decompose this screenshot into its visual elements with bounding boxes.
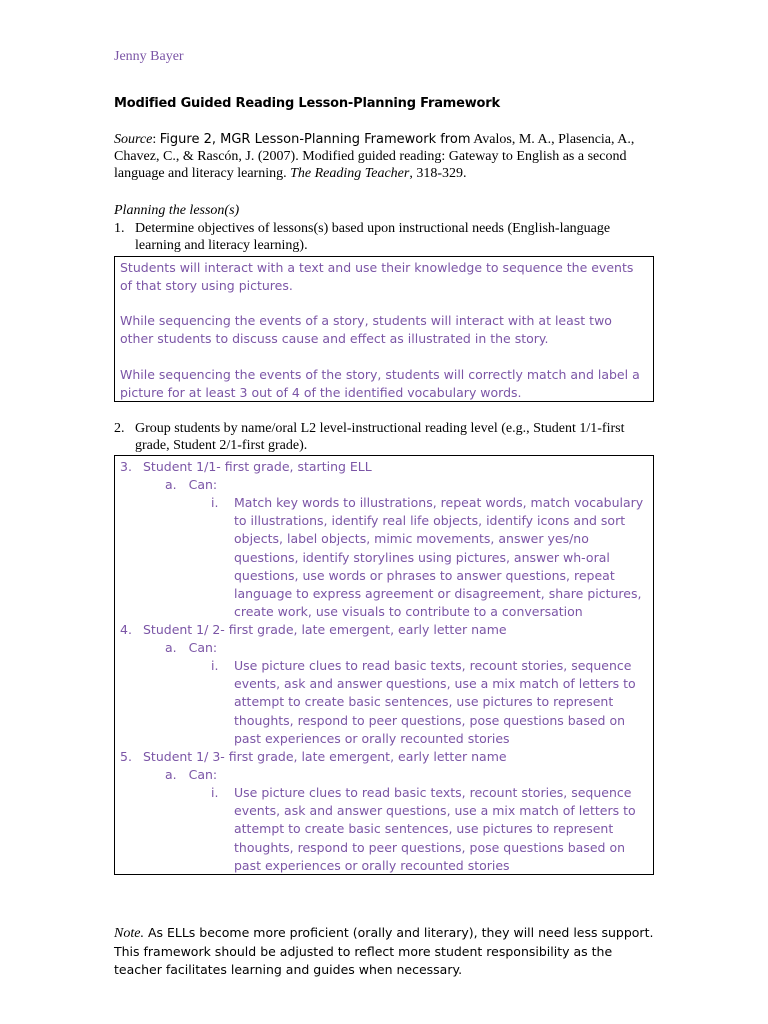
source-citation: Source: Figure 2, MGR Lesson-Planning Framework from Avalos, M. A., Plasencia, A., Chavez, C., & Rascón, J. (2007). Modified guided reading: Gateway to English as a second language and literacy learning. The Reading Teacher, 318-329. bbox=[114, 132, 635, 181]
source-label: Source bbox=[114, 132, 153, 147]
source-figure: Figure 2, MGR Lesson-Planning Framework from bbox=[159, 132, 471, 147]
step-2-text: Group students by name/oral L2 level-instructional reading level (e.g., Student 1/1-first grade, Student 2/1-first grade). bbox=[135, 421, 625, 453]
step-1-number: 1. bbox=[114, 221, 125, 236]
step-1 bbox=[114, 220, 654, 254]
detail-text: Use picture clues to read basic texts, recount stories, sequence events, ask and answer questions, use a mix match of letters to attempt to create basic sentences, use pictures to represent thoughts, respond to peer questions, pose questions based on past experiences or orally recounted stories bbox=[234, 785, 636, 873]
can-item bbox=[165, 766, 217, 784]
group-number: 5. bbox=[120, 749, 132, 764]
detail-text: Use picture clues to read basic texts, recount stories, sequence events, ask and answer questions, use a mix match of letters to attempt to create basic sentences, use pictures to represent thoughts, respond to peer questions, pose questions based on past experiences or orally recounted stories bbox=[234, 658, 636, 746]
citation-pages: , 318-329. bbox=[409, 166, 467, 181]
detail-text: Match key words to illustrations, repeat words, match vocabulary to illustrations, identify real life objects, identify icons and sort objects, label objects, mimic movements, answer yes/no questions, identify storylines using pictures, answer wh-oral questions, use words or phrases to answer questions, repeat language to express agreement or disagreement, share pictures, create work, use visuals to contribute to a conversation bbox=[234, 495, 644, 620]
groups-box bbox=[114, 455, 654, 875]
group-label: Student 1/1- first grade, starting ELL bbox=[143, 459, 372, 474]
step-1-text: Determine objectives of lessons(s) based upon instructional needs (English-language learning and literacy learning). bbox=[135, 221, 611, 253]
group-number: 3. bbox=[120, 459, 132, 474]
group-item bbox=[120, 748, 648, 766]
detail-marker: i. bbox=[211, 785, 219, 800]
document-title: Modified Guided Reading Lesson-Planning Framework bbox=[114, 96, 500, 111]
can-marker: a. bbox=[165, 640, 177, 655]
detail-item bbox=[211, 657, 648, 748]
note-paragraph bbox=[114, 924, 654, 979]
group-item bbox=[120, 458, 648, 476]
detail-item bbox=[211, 494, 648, 621]
objectives-box bbox=[114, 256, 654, 402]
can-item bbox=[165, 476, 217, 494]
can-label: Can: bbox=[188, 640, 218, 655]
note-text: As ELLs become more proficient (orally and literary), they will need less support. This framework should be adjusted to reflect more student responsibility as the teacher facilitates learning and guides when necessary. bbox=[114, 925, 654, 977]
author-name: Jenny Bayer bbox=[114, 49, 184, 64]
can-marker: a. bbox=[165, 477, 177, 492]
citation-text: Avalos, M. A., Plasencia, A., Chavez, C., & Rascón, J. (2007). Modified guided reading: Gateway to English as a second language and literacy learning. bbox=[114, 132, 635, 181]
group-label: Student 1/ 3- first grade, late emergent, early letter name bbox=[143, 749, 507, 764]
group-number: 4. bbox=[120, 622, 132, 637]
journal-name: The Reading Teacher bbox=[290, 166, 410, 181]
detail-item bbox=[211, 784, 648, 875]
planning-heading: Planning the lesson(s) bbox=[114, 203, 240, 218]
can-marker: a. bbox=[165, 767, 177, 782]
group-label: Student 1/ 2- first grade, late emergent, early letter name bbox=[143, 622, 507, 637]
can-label: Can: bbox=[188, 477, 218, 492]
objective-item: While sequencing the events of a story, students will interact with at least two other students to discuss cause and effect as illustrated in the story. bbox=[120, 313, 612, 347]
can-label: Can: bbox=[188, 767, 218, 782]
objective-item: While sequencing the events of the story, students will correctly match and label a picture for at least 3 out of 4 of the identified vocabulary words. bbox=[120, 366, 640, 400]
group-item bbox=[120, 621, 648, 639]
detail-marker: i. bbox=[211, 658, 219, 673]
detail-marker: i. bbox=[211, 495, 219, 510]
note-label: Note. bbox=[114, 926, 144, 941]
objective-item: Students will interact with a text and use their knowledge to sequence the events of that story using pictures. bbox=[120, 260, 634, 293]
step-2-number: 2. bbox=[114, 421, 125, 436]
can-item bbox=[165, 639, 217, 657]
step-2 bbox=[114, 420, 654, 454]
